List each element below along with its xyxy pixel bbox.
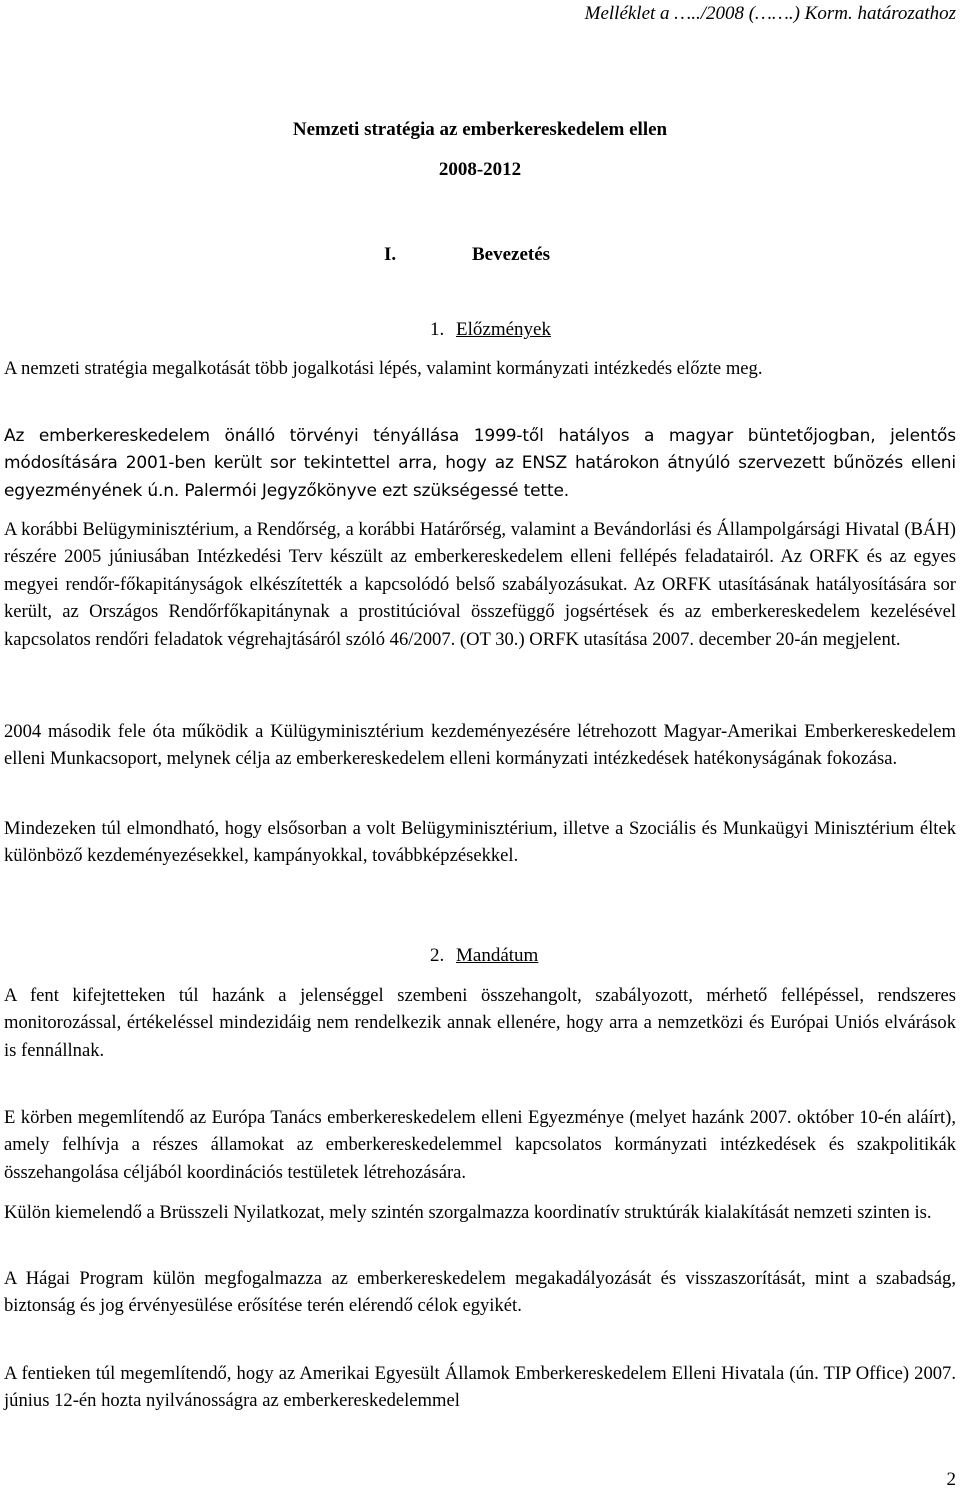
paragraph: A Hágai Program külön megfogalmazza az emberkereskedelem megakadályozását és visszaszorítását, mint a szabadság, biztonság és jog érvényesülése erősítése terén elérendő célok egyikét. <box>4 1268 956 1317</box>
subsection-number: 2. <box>430 945 445 966</box>
paragraph: A nemzeti stratégia megalkotását több jogalkotási lépés, valamint kormányzati intézkedés előzte meg. <box>4 358 763 379</box>
paragraph: A fent kifejtetteken túl hazánk a jelenséggel szembeni összehangolt, szabályozott, mérhető fellépéssel, rendszeres monitorozással, értékeléssel mindezidáig nem rendelkezik annak ellenére, hogy arra a nemzetközi és Európai Uniós elvárások is fennállnak. <box>4 985 956 1061</box>
paragraph: A fentieken túl megemlítendő, hogy az Amerikai Egyesült Államok Emberkereskedelem Elleni Hivatala (ún. TIP Office) 2007. június 12-én hozta nyilvánosságra az emberkereskedelemmel <box>4 1363 956 1412</box>
paragraph: Külön kiemelendő a Brüsszeli Nyilatkozat, mely szintén szorgalmazza koordinatív struktúrák kialakítását nemzeti szinten is. <box>4 1202 932 1223</box>
annex-header: Melléklet a …../2008 (…….) Korm. határozathoz <box>584 3 956 24</box>
paragraph: E körben megemlítendő az Európa Tanács emberkereskedelem elleni Egyezménye (melyet hazánk 2007. október 10-én aláírt), amely felhívja a részes államokat az emberkereskedelemmel kapcsolatos kormányzati intézkedések és szakpolitikák összehangolása céljából koordinációs testületek létrehozására. <box>4 1107 956 1183</box>
page-number: 2 <box>946 1469 956 1490</box>
subsection-heading-2 <box>430 944 538 968</box>
section-title: Bevezetés <box>472 244 551 265</box>
subsection-number: 1. <box>430 319 445 340</box>
document-period: 2008-2012 <box>438 159 522 180</box>
subsection-title: Előzmények <box>456 319 551 340</box>
paragraph: 2004 második fele óta működik a Külügyminisztérium kezdeményezésére létrehozott Magyar-Amerikai Emberkereskedelem elleni Munkacsoport, melynek célja az emberkereskedelem elleni kormányzati intézkedések hatékonyságának fokozása. <box>4 721 956 770</box>
paragraph: Az emberkereskedelem önálló törvényi tényállása 1999-től hatályos a magyar büntetőjogban, jelentős módosítására 2001-ben került sor tekintettel arra, hogy az ENSZ határokon átnyúló szervezett bűnözés elleni egyezményének ú.n. Palermói Jegyzőkönyve ezt szükségessé tette. <box>4 426 956 501</box>
section-number: I. <box>384 244 397 265</box>
subsection-title: Mandátum <box>456 945 539 966</box>
paragraph: A korábbi Belügyminisztérium, a Rendőrség, a korábbi Határőrség, valamint a Bevándorlási és Állampolgársági Hivatal (BÁH) részére 2005 júniusában Intézkedési Terv készült az emberkereskedelem elleni fellépés feladatairól. Az ORFK és az egyes megyei rendőr-főkapitányságok elkészítették a kapcsolódó belső szabályozásukat. Az ORFK utasításának hatályosítására sor került, az Országos Rendőrfőkapitánynak a prostitúcióval összefüggő jogsértések és az emberkereskedelem kezelésével kapcsolatos rendőri feladatok végrehajtásáról szóló 46/2007. (OT 30.) ORFK utasítása 2007. december 20-án megjelent. <box>4 519 956 650</box>
paragraph: Mindezeken túl elmondható, hogy elsősorban a volt Belügyminisztérium, illetve a Szociális és Munkaügyi Minisztérium éltek különböző kezdeményezésekkel, kampányokkal, továbbképzésekkel. <box>4 818 956 867</box>
subsection-heading-1 <box>430 318 551 342</box>
document-title: Nemzeti stratégia az emberkereskedelem ellen <box>292 119 668 140</box>
